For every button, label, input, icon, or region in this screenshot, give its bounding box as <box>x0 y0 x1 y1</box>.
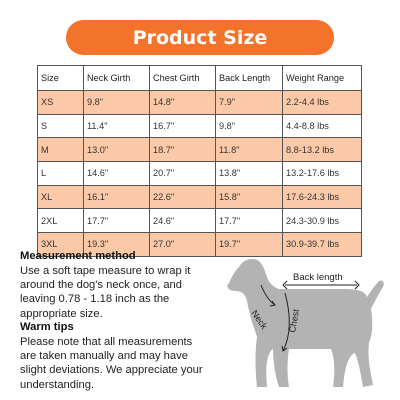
header-size: Size <box>38 66 84 91</box>
cell-weight: 30.9-39.7 lbs <box>283 233 362 257</box>
cell-chest: 20.7" <box>150 162 216 186</box>
cell-chest: 16.7" <box>150 114 216 138</box>
cell-back: 13.8" <box>216 162 283 186</box>
page-title: Product Size <box>132 26 268 49</box>
table-row <box>38 138 362 162</box>
title-banner <box>66 20 334 55</box>
header-neck-girth: Neck Girth <box>84 66 150 91</box>
cell-chest: 24.6" <box>150 209 216 233</box>
cell-size: M <box>38 138 84 162</box>
cell-back: 11.8" <box>216 138 283 162</box>
dog-measurement-diagram <box>217 255 395 395</box>
cell-weight: 2.2-4.4 lbs <box>283 91 362 115</box>
cell-size: XS <box>38 91 84 115</box>
cell-weight: 17.6-24.3 lbs <box>283 185 362 209</box>
header-chest-girth: Chest Girth <box>150 66 216 91</box>
cell-weight: 24.3-30.9 lbs <box>283 209 362 233</box>
cell-back: 17.7" <box>216 209 283 233</box>
cell-neck: 16.1" <box>84 185 150 209</box>
table-row <box>38 209 362 233</box>
cell-size: L <box>38 162 84 186</box>
cell-neck: 11.4" <box>84 114 150 138</box>
back-length-label: Back length <box>293 272 343 283</box>
cell-weight: 13.2-17.6 lbs <box>283 162 362 186</box>
table-header-row <box>38 66 362 91</box>
header-weight-range: Weight Range <box>283 66 362 91</box>
cell-size: S <box>38 114 84 138</box>
header-back-length: Back Length <box>216 66 283 91</box>
cell-size: 2XL <box>38 209 84 233</box>
cell-neck: 19.3" <box>84 233 150 257</box>
cell-weight: 4.4-8.8 lbs <box>283 114 362 138</box>
cell-back: 7.9" <box>216 91 283 115</box>
cell-back: 19.7" <box>216 233 283 257</box>
cell-chest: 18.7" <box>150 138 216 162</box>
cell-size: XL <box>38 185 84 209</box>
cell-size: 3XL <box>38 233 84 257</box>
neck-label: Neck <box>249 308 270 331</box>
cell-neck: 14.6" <box>84 162 150 186</box>
cell-chest: 14.8" <box>150 91 216 115</box>
table-row <box>38 91 362 115</box>
cell-chest: 27.0" <box>150 233 216 257</box>
measurement-text: Use a soft tape measure to wrap it around the dog's neck once, and leaving 0.78 - 1.18 inch as the appropriate size. <box>20 265 191 320</box>
cell-back: 9.8" <box>216 114 283 138</box>
table-row <box>38 162 362 186</box>
size-chart-table <box>37 65 362 257</box>
table-row <box>38 114 362 138</box>
cell-neck: 9.8" <box>84 91 150 115</box>
tips-heading: Warm tips <box>20 321 74 333</box>
tips-text: Please note that all measurements are taken manually and may have slight deviations. We appreciate your understanding. <box>20 336 203 391</box>
table-row <box>38 185 362 209</box>
measurement-heading: Measurement method <box>20 250 136 262</box>
cell-back: 15.8" <box>216 185 283 209</box>
cell-neck: 17.7" <box>84 209 150 233</box>
cell-weight: 8.8-13.2 lbs <box>283 138 362 162</box>
chest-label: Chest <box>287 308 302 334</box>
cell-neck: 13.0" <box>84 138 150 162</box>
cell-chest: 22.6" <box>150 185 216 209</box>
